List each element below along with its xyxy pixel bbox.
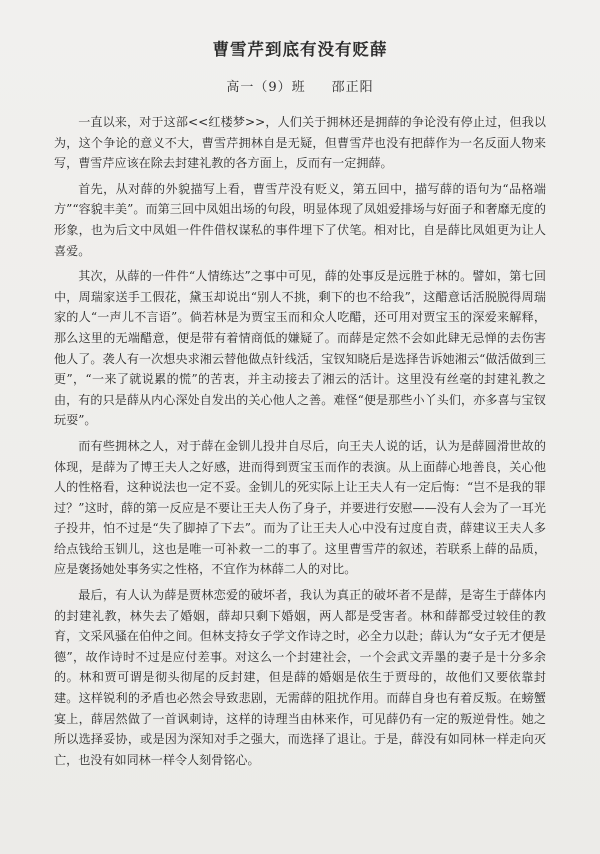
paragraph: 首先，从对薛的外貌描写上看，曹雪芹没有贬义，第五回中，描写薛的语句为“品格端方”“容貌丰美”。而第三回中凤姐出场的句段，明显体现了凤姐爱排场与好面子和奢靡无度的形象，也为后文中凤姐一件件借权谋私的事件埋下了伏笔。相对比，自是薛比凤姐更为让人喜爱。	[54, 181, 546, 258]
essay-body	[54, 112, 546, 770]
byline	[54, 78, 546, 98]
paragraph: 一直以来，对于这部<<红楼梦>>，人们关于拥林还是拥薛的争论没有停止过，但我以为，这个争论的意义不大，曹雪芹拥林自是无疑，但曹雪芹也没有把薛作为一名反面人物来写，曹雪芹应该在除去封建礼教的各方面上，反而有一定拥薛。	[54, 115, 546, 171]
paragraph: 其次，从薛的一件件“人情练达”之事中可见，薛的处事反是远胜于林的。譬如，第七回中，周瑞家送手工假花，黛玉却说出“别人不挑，剩下的也不给我”，这醋意话活脱脱得周瑞家的人“一声儿不言语”。倘若林是为贾宝玉而和众人吃醋，还可用对贾宝玉的深爱来解释，那么这里的无端醋意，便是带有着情商低的嫌疑了。而薛是定然不会如此肆无忌惮的去伤害他人了。袭人有一次想央求湘云替他做点针线活，宝钗知晓后是选择告诉她湘云“做活做到三更”，“一来了就说累的慌”的苦衷，并主动接去了湘云的活计。这里没有丝毫的封建礼教之由，有的只是薛从内心深处自发出的关心他人之善。难怪“便是那些小丫头们，亦多喜与宝钗玩耍”。	[54, 269, 546, 428]
class-name: 高一（9）班	[226, 80, 306, 95]
essay-title: 曹雪芹到底有没有贬薛	[212, 40, 388, 59]
author-name: 邵正阳	[331, 80, 374, 95]
paragraph: 而有些拥林之人，对于薛在金钏儿投井自尽后，向王夫人说的话，认为是薛圆滑世故的体现，是薛为了博王夫人之好感，进而得到贾宝玉而作的表演。从上面薛心地善良，关心他人的性格看，这种说法也一定不妥。金钏儿的死实际上让王夫人有一定后悔：“岂不是我的罪过？”这时，薛的第一反应是不要让王夫人伤了身子，并要进行安慰——没有人会为了一耳光子投井，怕不过是“失了脚掉了下去”。而为了让王夫人心中没有过度自责，薛建议王夫人多给点钱给玉钏儿，这也是唯一可补救一二的事了。这里曹雪芹的叙述，若联系上薛的品质，应是褒扬她处事务实之性格，不宜作为林薛二人的对比。	[54, 438, 546, 577]
paragraph: 最后，有人认为薛是贾林恋爱的破坏者，我认为真正的破坏者不是薛，是寄生于薛体内的封建礼教，林失去了婚姻，薛却只剩下婚姻，两人都是受害者。林和薛都受过较佳的教育，文采风骚在伯仲之间。但林支持女子学文作诗之时，必全力以赴；薛认为“女子无才便是德”，故作诗时不过是应付差事。对这么一个封建社会，一个会武文弄墨的妻子是十分多余的。林和贾可谓是彻头彻尾的反封建，但是薛的婚姻是依生于贾母的，故他们又要依靠封建。这样锐利的矛盾也必然会导致悲剧，无需薛的阻扰作用。而薛自身也有着反叛。在螃蟹宴上，薛居然做了一首讽刺诗，这样的诗理当由林来作，可见薛仍有一定的叛逆骨性。她之所以选择妥协，或是因为深知对手之强大，而选择了退让。于是，薛没有如同林一样走向灭亡，也没有如同林一样令人刻骨铭心。	[54, 588, 546, 767]
